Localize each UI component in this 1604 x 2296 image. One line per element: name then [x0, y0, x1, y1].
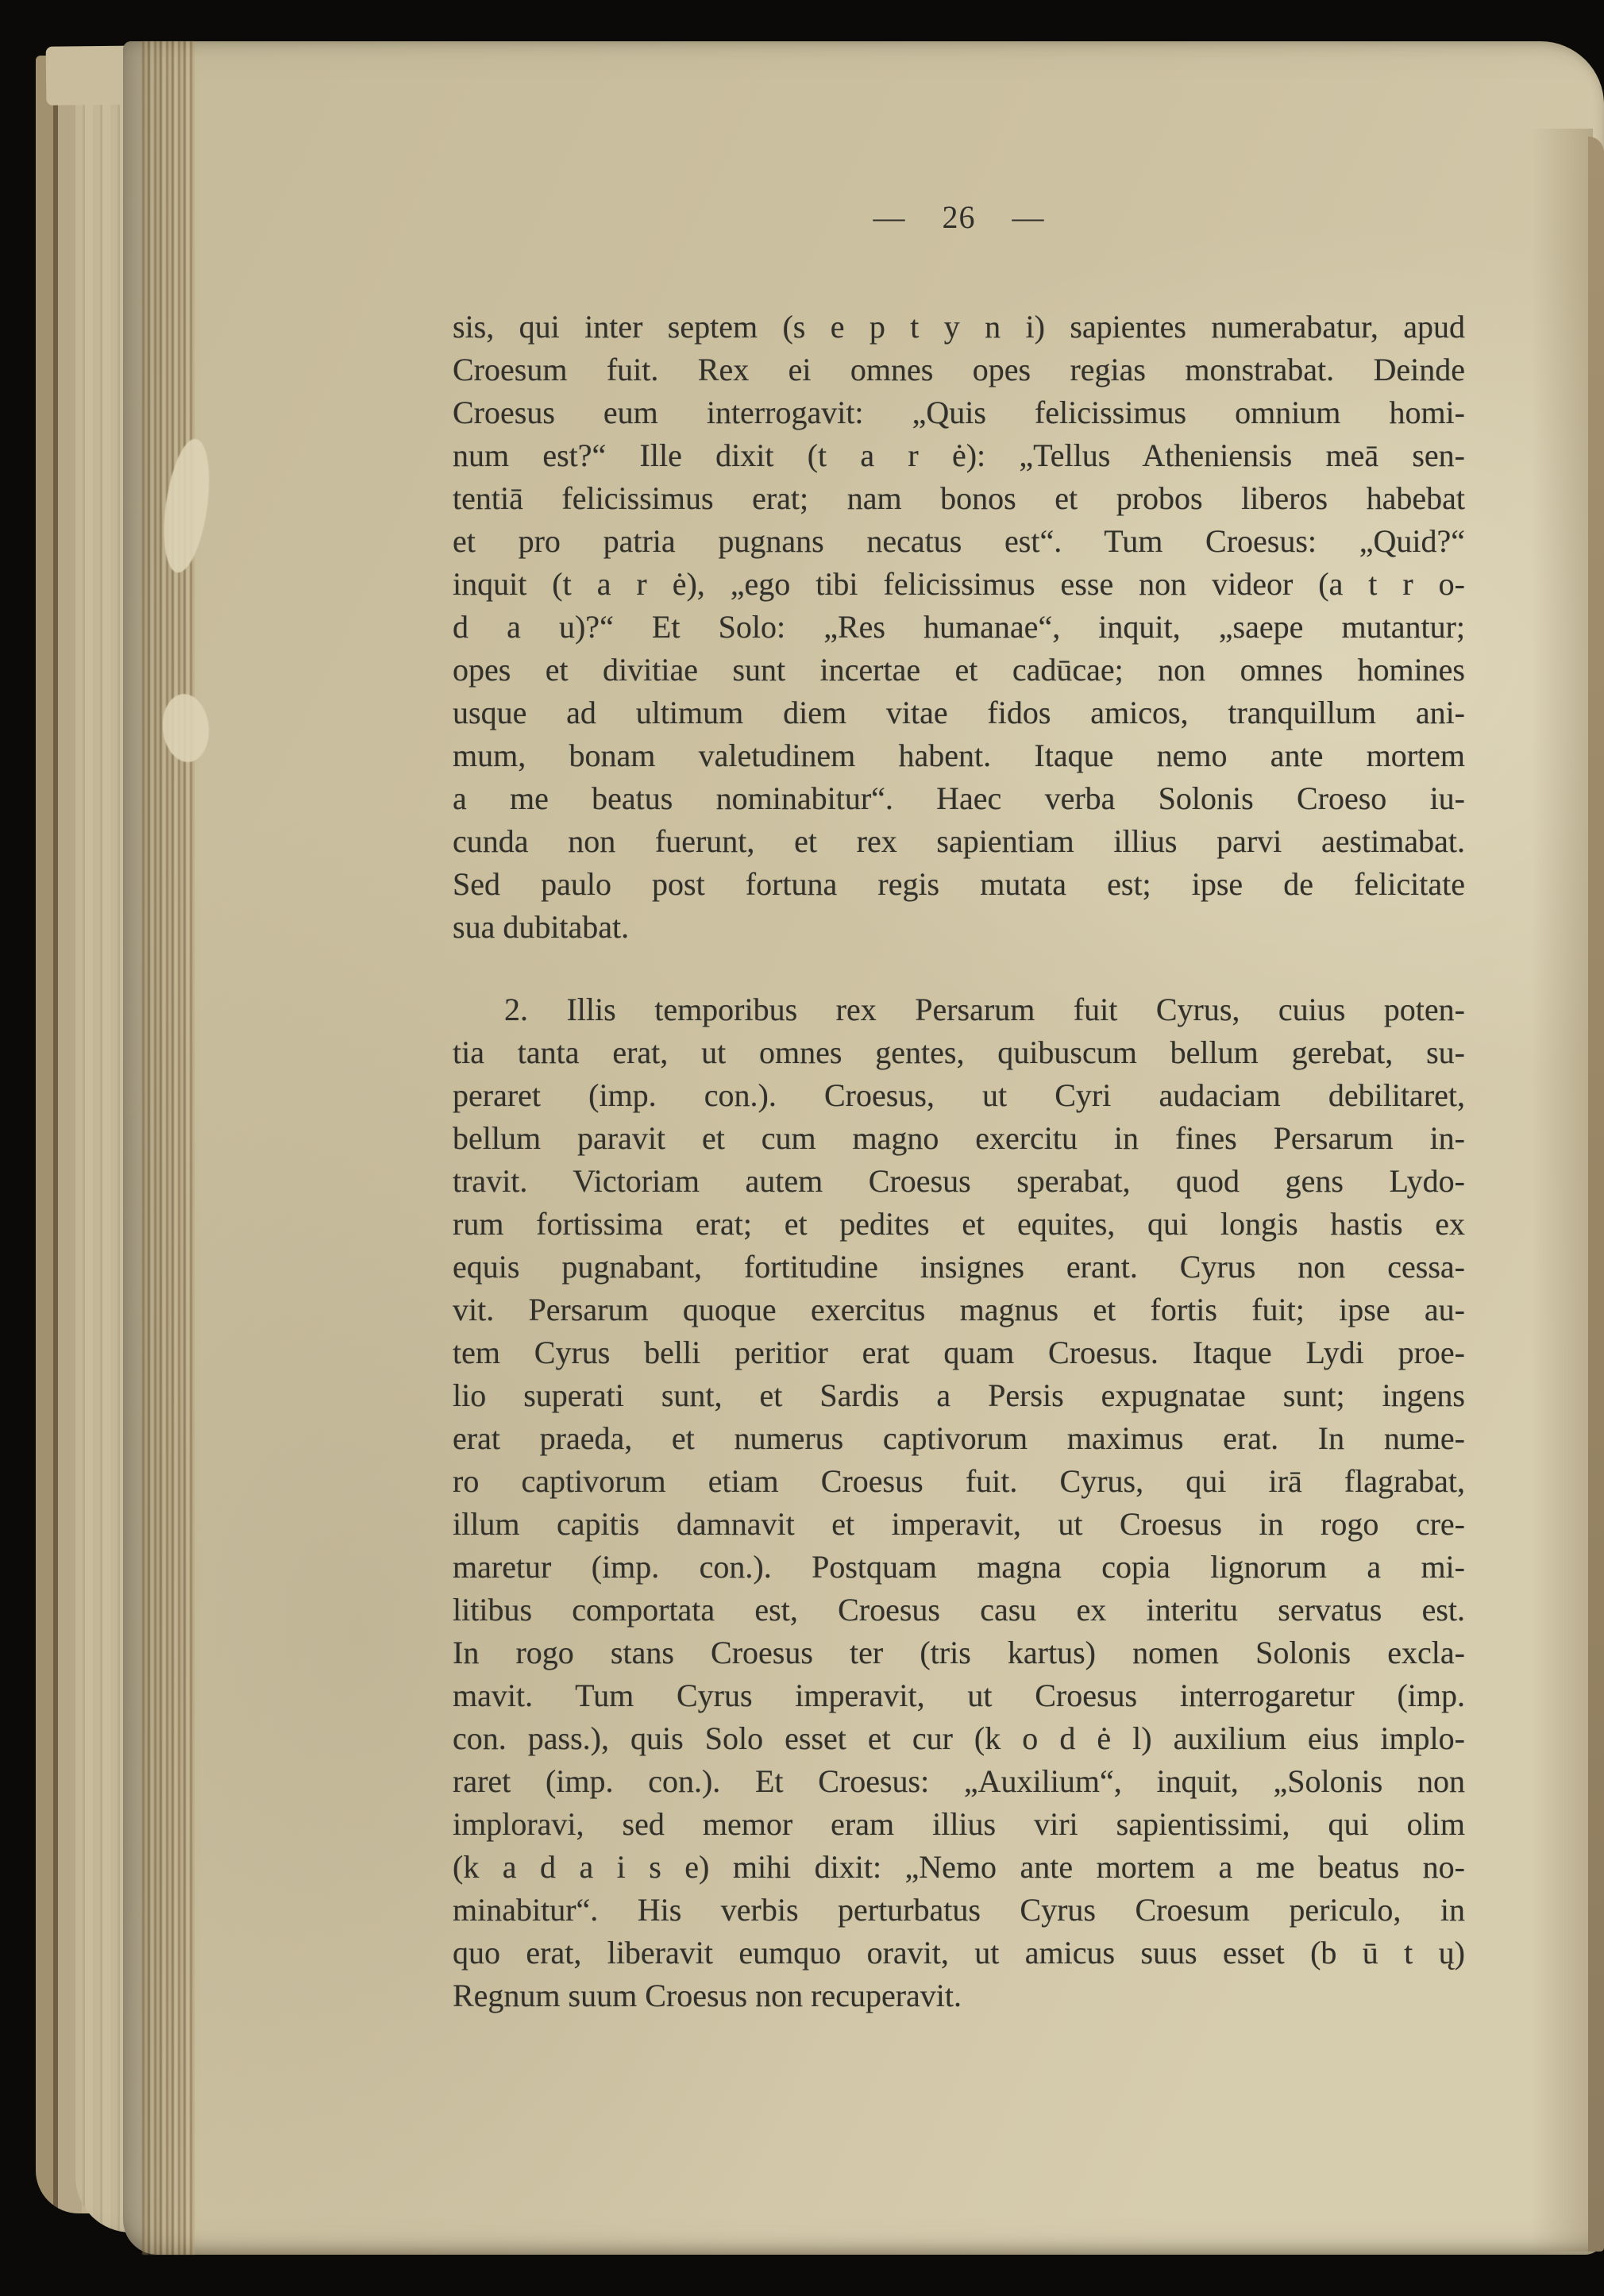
text-line: lio superati sunt, et Sardis a Persis expugnatae sunt; ingens [453, 1377, 1465, 1413]
text-line: Sed paulo post fortuna regis mutata est; ipse de felicitate [453, 866, 1465, 902]
text-line: mavit. Tum Cyrus imperavit, ut Croesus interrogaretur (imp. [453, 1678, 1465, 1713]
text-line: raret (imp. con.). Et Croesus: „Auxilium“, inquit, „Solonis non [453, 1763, 1465, 1799]
text-line: peraret (imp. con.). Croesus, ut Cyri audaciam debilitaret, [453, 1077, 1465, 1113]
text-line: sis, qui inter septem (s e p t y n i) sapientes numerabatur, apud [453, 309, 1465, 345]
text-line: imploravi, sed memor eram illius viri sapientissimi, qui olim [453, 1806, 1465, 1842]
text-line: ro captivorum etiam Croesus fuit. Cyrus, qui irā flagrabat, [453, 1463, 1465, 1499]
paragraph-2 [453, 988, 1465, 2017]
text-line: erat praeda, et numerus captivorum maximus erat. In nume- [453, 1420, 1465, 1456]
text-line: tem Cyrus belli peritior erat quam Croesus. Itaque Lydi proe- [453, 1335, 1465, 1370]
text-line: quo erat, liberavit eumquo oravit, ut amicus suus esset (b ū t ų) [453, 1935, 1465, 1970]
text-line: cunda non fuerunt, et rex sapientiam illius parvi aestimabat. [453, 823, 1465, 859]
paragraph-1 [453, 306, 1465, 949]
text-line: et pro patria pugnans necatus est“. Tum Croesus: „Quid?“ [453, 523, 1465, 559]
gutter-fibers [142, 41, 195, 2255]
text-line: con. pass.), quis Solo esset et cur (k o d ė l) auxilium eius implo- [453, 1720, 1465, 1756]
text-line: Croesus eum interrogavit: „Quis felicissimus omnium homi- [453, 395, 1465, 430]
text-line: Croesum fuit. Rex ei omnes opes regias monstrabat. Deinde [453, 352, 1465, 387]
text-line: In rogo stans Croesus ter (tris kartus) nomen Solonis excla- [453, 1635, 1465, 1670]
text-line: tia tanta erat, ut omnes gentes, quibuscum bellum gerebat, su- [453, 1034, 1465, 1070]
text-line: maretur (imp. con.). Postquam magna copia lignorum a mi- [453, 1549, 1465, 1585]
text-line: litibus comportata est, Croesus casu ex interitu servatus est. [453, 1592, 1465, 1628]
text-line: d a u)?“ Et Solo: „Res humanae“, inquit, „saepe mutantur; [453, 609, 1465, 645]
text-line: opes et divitiae sunt incertae et cadūcae; non omnes homines [453, 652, 1465, 688]
text-line: rum fortissima erat; et pedites et equites, qui longis hastis ex [453, 1206, 1465, 1242]
text-line: Regnum suum Croesus non recuperavit. [453, 1978, 962, 2013]
fore-edge-shadow [1531, 129, 1593, 2252]
text-line: mum, bonam valetudinem habent. Itaque nemo ante mortem [453, 738, 1465, 773]
paper-tear [160, 691, 213, 765]
text-line: usque ad ultimum diem vitae fidos amicos, tranquillum ani- [453, 695, 1465, 730]
text-line: bellum paravit et cum magno exercitu in fines Persarum in- [453, 1120, 1465, 1156]
text-line: vit. Persarum quoque exercitus magnus et fortis fuit; ipse au- [453, 1292, 1465, 1327]
text-line: equis pugnabant, fortitudine insignes erant. Cyrus non cessa- [453, 1249, 1465, 1285]
book-page [123, 41, 1604, 2255]
text-line: inquit (t a r ė), „ego tibi felicissimus esse non videor (a t r o- [453, 566, 1465, 602]
text-line: travit. Victoriam autem Croesus sperabat, quod gens Lydo- [453, 1163, 1465, 1199]
text-line: 2. Illis temporibus rex Persarum fuit Cyrus, cuius poten- [504, 992, 1465, 1027]
text-line: illum capitis damnavit et imperavit, ut Croesus in rogo cre- [453, 1506, 1465, 1542]
text-line: sua dubitabat. [453, 909, 630, 945]
page-fore-edge [1588, 137, 1604, 2252]
text-line: tentiā felicissimus erat; nam bonos et probos liberos habebat [453, 480, 1465, 516]
folio-dash-right: — [1012, 199, 1045, 235]
text-line: (k a d a i s e) mihi dixit: „Nemo ante mortem a me beatus no- [453, 1849, 1465, 1885]
page-number [453, 198, 1465, 236]
folio-dash-left: — [873, 199, 906, 235]
folio-number: 26 [942, 199, 976, 235]
text-line: a me beatus nominabitur“. Haec verba Solonis Croeso iu- [453, 780, 1465, 816]
text-line: num est?“ Ille dixit (t a r ė): „Tellus Atheniensis meā sen- [453, 437, 1465, 473]
paper-tear [156, 436, 216, 576]
text-line: minabitur“. His verbis perturbatus Cyrus Croesum periculo, in [453, 1892, 1465, 1928]
